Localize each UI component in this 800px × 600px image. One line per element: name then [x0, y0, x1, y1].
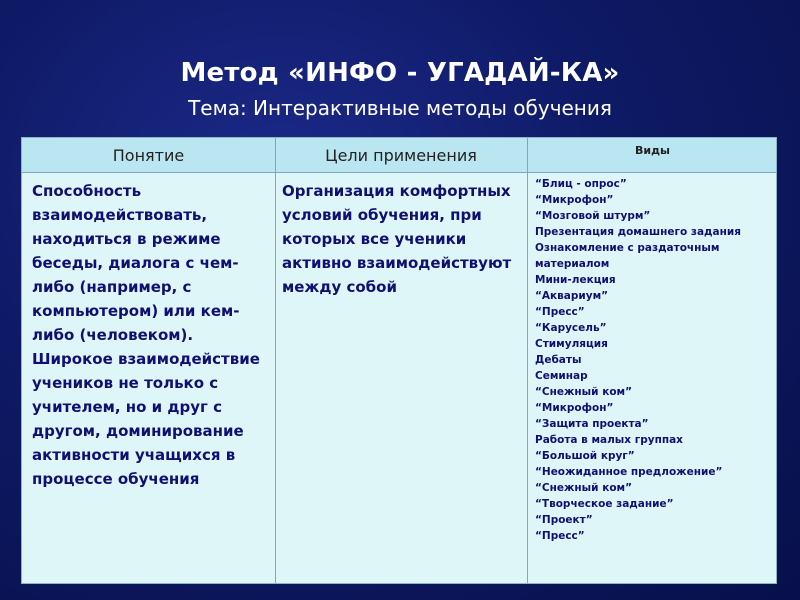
list-item: Стимуляция — [535, 338, 608, 350]
list-item: “Блиц - опрос” — [535, 178, 627, 190]
list-item: “Творческое задание” — [535, 498, 674, 510]
list-item: “Мозговой штурм” — [535, 210, 651, 222]
column-divider — [275, 138, 276, 583]
header-types: Виды — [635, 144, 670, 157]
list-item: Семинар — [535, 370, 588, 382]
list-item: Ознакомление с раздаточным — [535, 242, 720, 254]
list-item: “Микрофон” — [535, 194, 614, 206]
list-item: “Пресс” — [535, 530, 585, 542]
goals-cell: Организация комфортных условий обучения, при которых все ученики активно взаимодействуют между собой — [282, 182, 512, 296]
list-item: Дебаты — [535, 354, 582, 366]
list-item: “Аквариум” — [535, 290, 609, 302]
column-divider — [527, 138, 528, 583]
slide-subtitle: Тема: Интерактивные методы обучения — [188, 96, 612, 120]
header-concept: Понятие — [112, 145, 185, 165]
list-item: Работа в малых группах — [535, 434, 683, 446]
list-item: “Проект” — [535, 514, 593, 526]
list-item: “Снежный ком” — [535, 386, 633, 398]
list-item: Мини-лекция — [535, 274, 616, 286]
list-item: материалом — [535, 258, 610, 270]
list-item: “Карусель” — [535, 322, 607, 334]
header-goals: Цели применения — [325, 145, 477, 165]
list-item: “Большой круг” — [535, 450, 635, 462]
methods-table — [21, 137, 777, 584]
list-item: Презентация домашнего задания — [535, 226, 741, 238]
slide-title: Метод «ИНФО - УГАДАЙ-КА» — [180, 58, 620, 88]
list-item: “Защита проекта” — [535, 418, 649, 430]
list-item: “Неожиданное предложение” — [535, 466, 723, 478]
list-item: “Снежный ком” — [535, 482, 633, 494]
list-item: “Микрофон” — [535, 402, 614, 414]
list-item: “Пресс” — [535, 306, 585, 318]
types-list — [535, 176, 775, 544]
concept-cell: Способность взаимодействовать, находиться в режиме беседы, диалога с чем-либо (например, с компьютером) или кем-либо (человеком). Широкое взаимодействие учеников не только с учителем, но и друг с другом, доминирование активности учащихся в процессе обучения — [32, 182, 260, 488]
